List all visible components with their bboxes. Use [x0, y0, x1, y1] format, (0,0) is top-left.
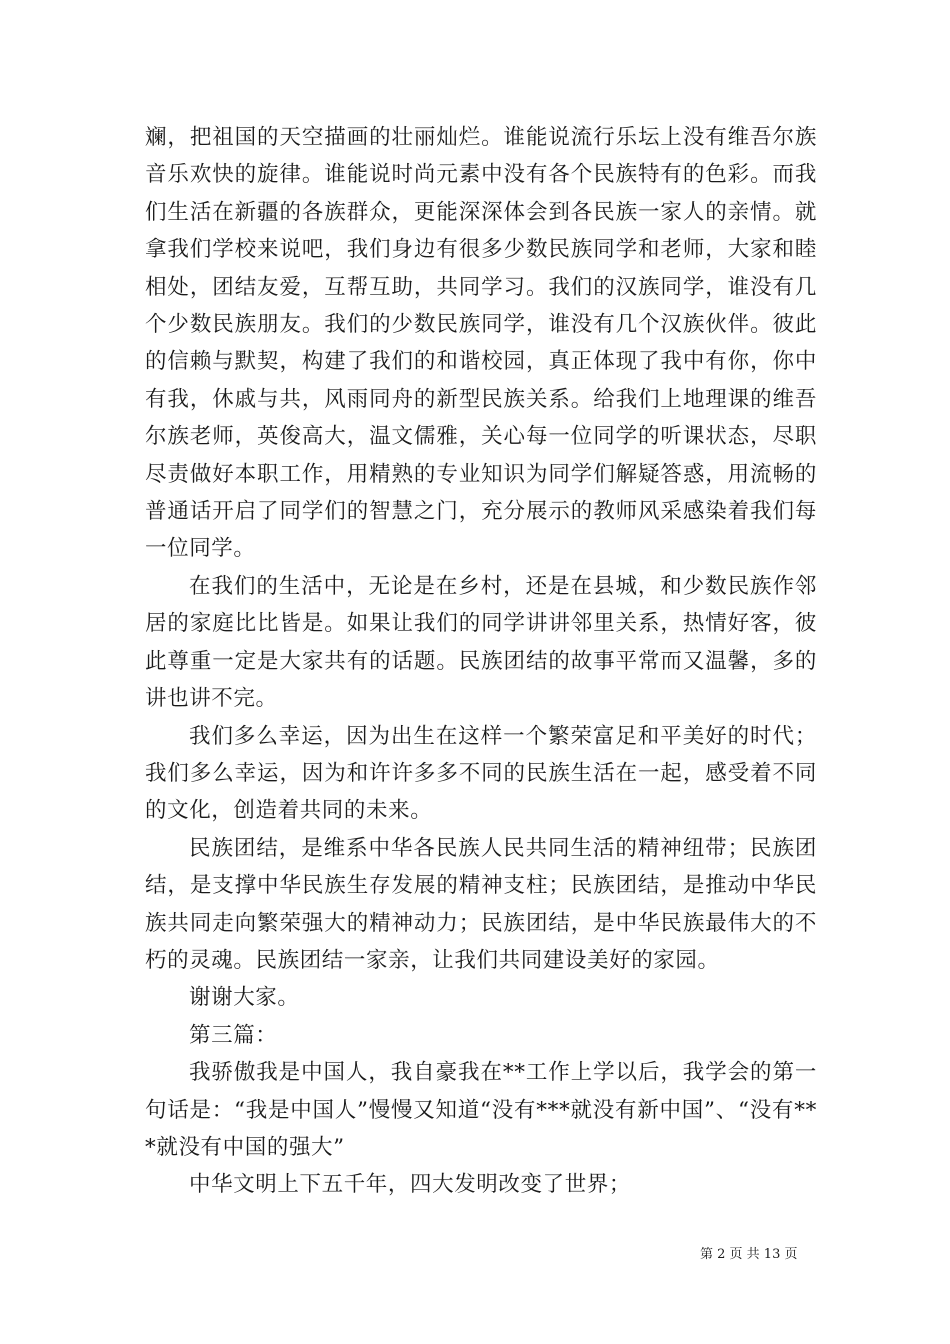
paragraph-thanks: 谢谢大家。: [189, 985, 300, 1011]
paragraph-8: 中华文明上下五千年，四大发明改变了世界；: [189, 1172, 632, 1198]
paragraph-4: 民族团结，是维系中华各民族人民共同生活的精神纽带；民族团结，是支撑中华民族生存发展的精神支柱；民族团结，是推动中华民族共同走向繁荣强大的精神动力；民族团结，是中华民族最伟大的不朽的灵魂。民族团结一家亲，让我们共同建设美好的家园。: [145, 835, 817, 973]
paragraph-7: 我骄傲我是中国人，我自豪我在**工作上学以后，我学会的第一句话是：“我是中国人”慢慢又知道“没有***就没有新中国”、“没有***就没有中国的强大”: [145, 1060, 817, 1160]
section-heading-third: 第三篇：: [189, 1022, 278, 1048]
paragraph-1: 斓，把祖国的天空描画的壮丽灿烂。谁能说流行乐坛上没有维吾尔族音乐欢快的旋律。谁能说时尚元素中没有各个民族特有的色彩。而我们生活在新疆的各族群众，更能深深体会到各民族一家人的亲情。就拿我们学校来说吧，我们身边有很多少数民族同学和老师，大家和睦相处，团结友爱，互帮互助，共同学习。我们的汉族同学，谁没有几个少数民族朋友。我们的少数民族同学，谁没有几个汉族伙伴。彼此的信赖与默契，构建了我们的和谐校园，真正体现了我中有你，你中有我，休戚与共，风雨同舟的新型民族关系。给我们上地理课的维吾尔族老师，英俊高大，温文儒雅，关心每一位同学的听课状态，尽职尽责做好本职工作，用精熟的专业知识为同学们解疑答惑，用流畅的普通话开启了同学们的智慧之门，充分展示的教师风采感染着我们每一位同学。: [145, 125, 817, 562]
document-body: [145, 119, 817, 1204]
paragraph-3: 我们多么幸运，因为出生在这样一个繁荣富足和平美好的时代；我们多么幸运，因为和许许多多不同的民族生活在一起，感受着不同的文化，创造着共同的未来。: [145, 723, 817, 824]
page-number-footer: 第 2 页 共 13 页: [700, 1247, 798, 1262]
paragraph-2: 在我们的生活中，无论是在乡村，还是在县城，和少数民族作邻居的家庭比比皆是。如果让我们的同学讲讲邻里关系，热情好客，彼此尊重一定是大家共有的话题。民族团结的故事平常而又温馨，多的讲也讲不完。: [145, 573, 817, 712]
